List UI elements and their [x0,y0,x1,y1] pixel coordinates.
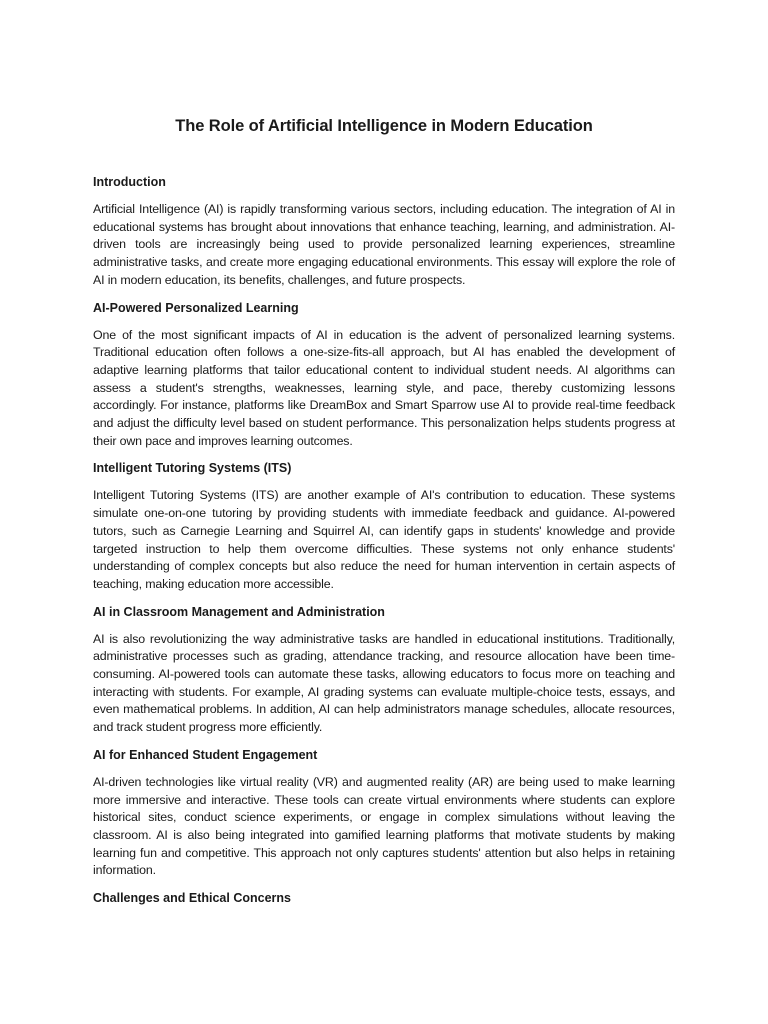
section-personalized-learning [93,300,675,451]
section-heading: AI-Powered Personalized Learning [93,300,299,315]
document-body [93,174,675,907]
section-classroom-management [93,604,675,737]
section-heading: AI in Classroom Management and Administration [93,604,385,619]
section-intelligent-tutoring [93,460,675,593]
document-title: The Role of Artificial Intelligence in Modern Education [175,117,593,135]
section-paragraph: Artificial Intelligence (AI) is rapidly transforming various sectors, including education. The integration of AI in educational systems has brought about innovations that enhance teaching, learning, and administration. AI-driven tools are increasingly being used to provide personalized learning experiences, streamline administrative tasks, and create more engaging educational environments. This essay will explore the role of AI in modern education, its benefits, challenges, and future prospects. [93,202,675,287]
section-student-engagement [93,747,675,880]
section-introduction [93,174,675,290]
section-heading: Challenges and Ethical Concerns [93,891,291,906]
section-paragraph: AI-driven technologies like virtual reality (VR) and augmented reality (AR) are being used to make learning more immersive and interactive. These tools can create virtual environments where students can explore historical sites, conduct science experiments, or engage in complex simulations without leaving the classroom. AI is also being integrated into gamified learning platforms that motivate students by making learning fun and competitive. This approach not only captures students' attention but also helps in retaining information. [93,774,675,878]
section-heading: AI for Enhanced Student Engagement [93,747,318,762]
section-heading: Introduction [93,175,166,189]
section-paragraph: One of the most significant impacts of AI in education is the advent of personalized learning systems. Traditional education often follows a one-size-fits-all approach, but AI has enabled the development of adaptive learning platforms that tailor educational content to individual student needs. AI algorithms can assess a student's strengths, weaknesses, learning style, and pace, thereby customizing lessons accordingly. For instance, platforms like DreamBox and Smart Sparrow use AI to provide real-time feedback and adjust the difficulty level based on student performance. This personalization helps students progress at their own pace and improves learning outcomes. [93,327,675,448]
section-paragraph: Intelligent Tutoring Systems (ITS) are another example of AI's contribution to education. These systems simulate one-on-one tutoring by providing students with immediate feedback and guidance. AI-powered tutors, such as Carnegie Learning and Squirrel AI, can identify gaps in students' knowledge and provide targeted instruction to help them overcome difficulties. These systems not only enhance students' understanding of complex concepts but also reduce the need for human intervention in certain aspects of teaching, making education more accessible. [93,488,675,591]
section-challenges [93,890,675,907]
section-paragraph: AI is also revolutionizing the way administrative tasks are handled in educational institutions. Traditionally, administrative processes such as grading, attendance tracking, and resource allocation have been time-consuming. AI-powered tools can automate these tasks, allowing educators to focus more on teaching and interacting with students. For example, AI grading systems can evaluate multiple-choice tests, essays, and even mathematical problems. In addition, AI can help administrators manage schedules, allocate resources, and track student progress more efficiently. [93,631,675,735]
section-heading: Intelligent Tutoring Systems (ITS) [93,461,292,476]
